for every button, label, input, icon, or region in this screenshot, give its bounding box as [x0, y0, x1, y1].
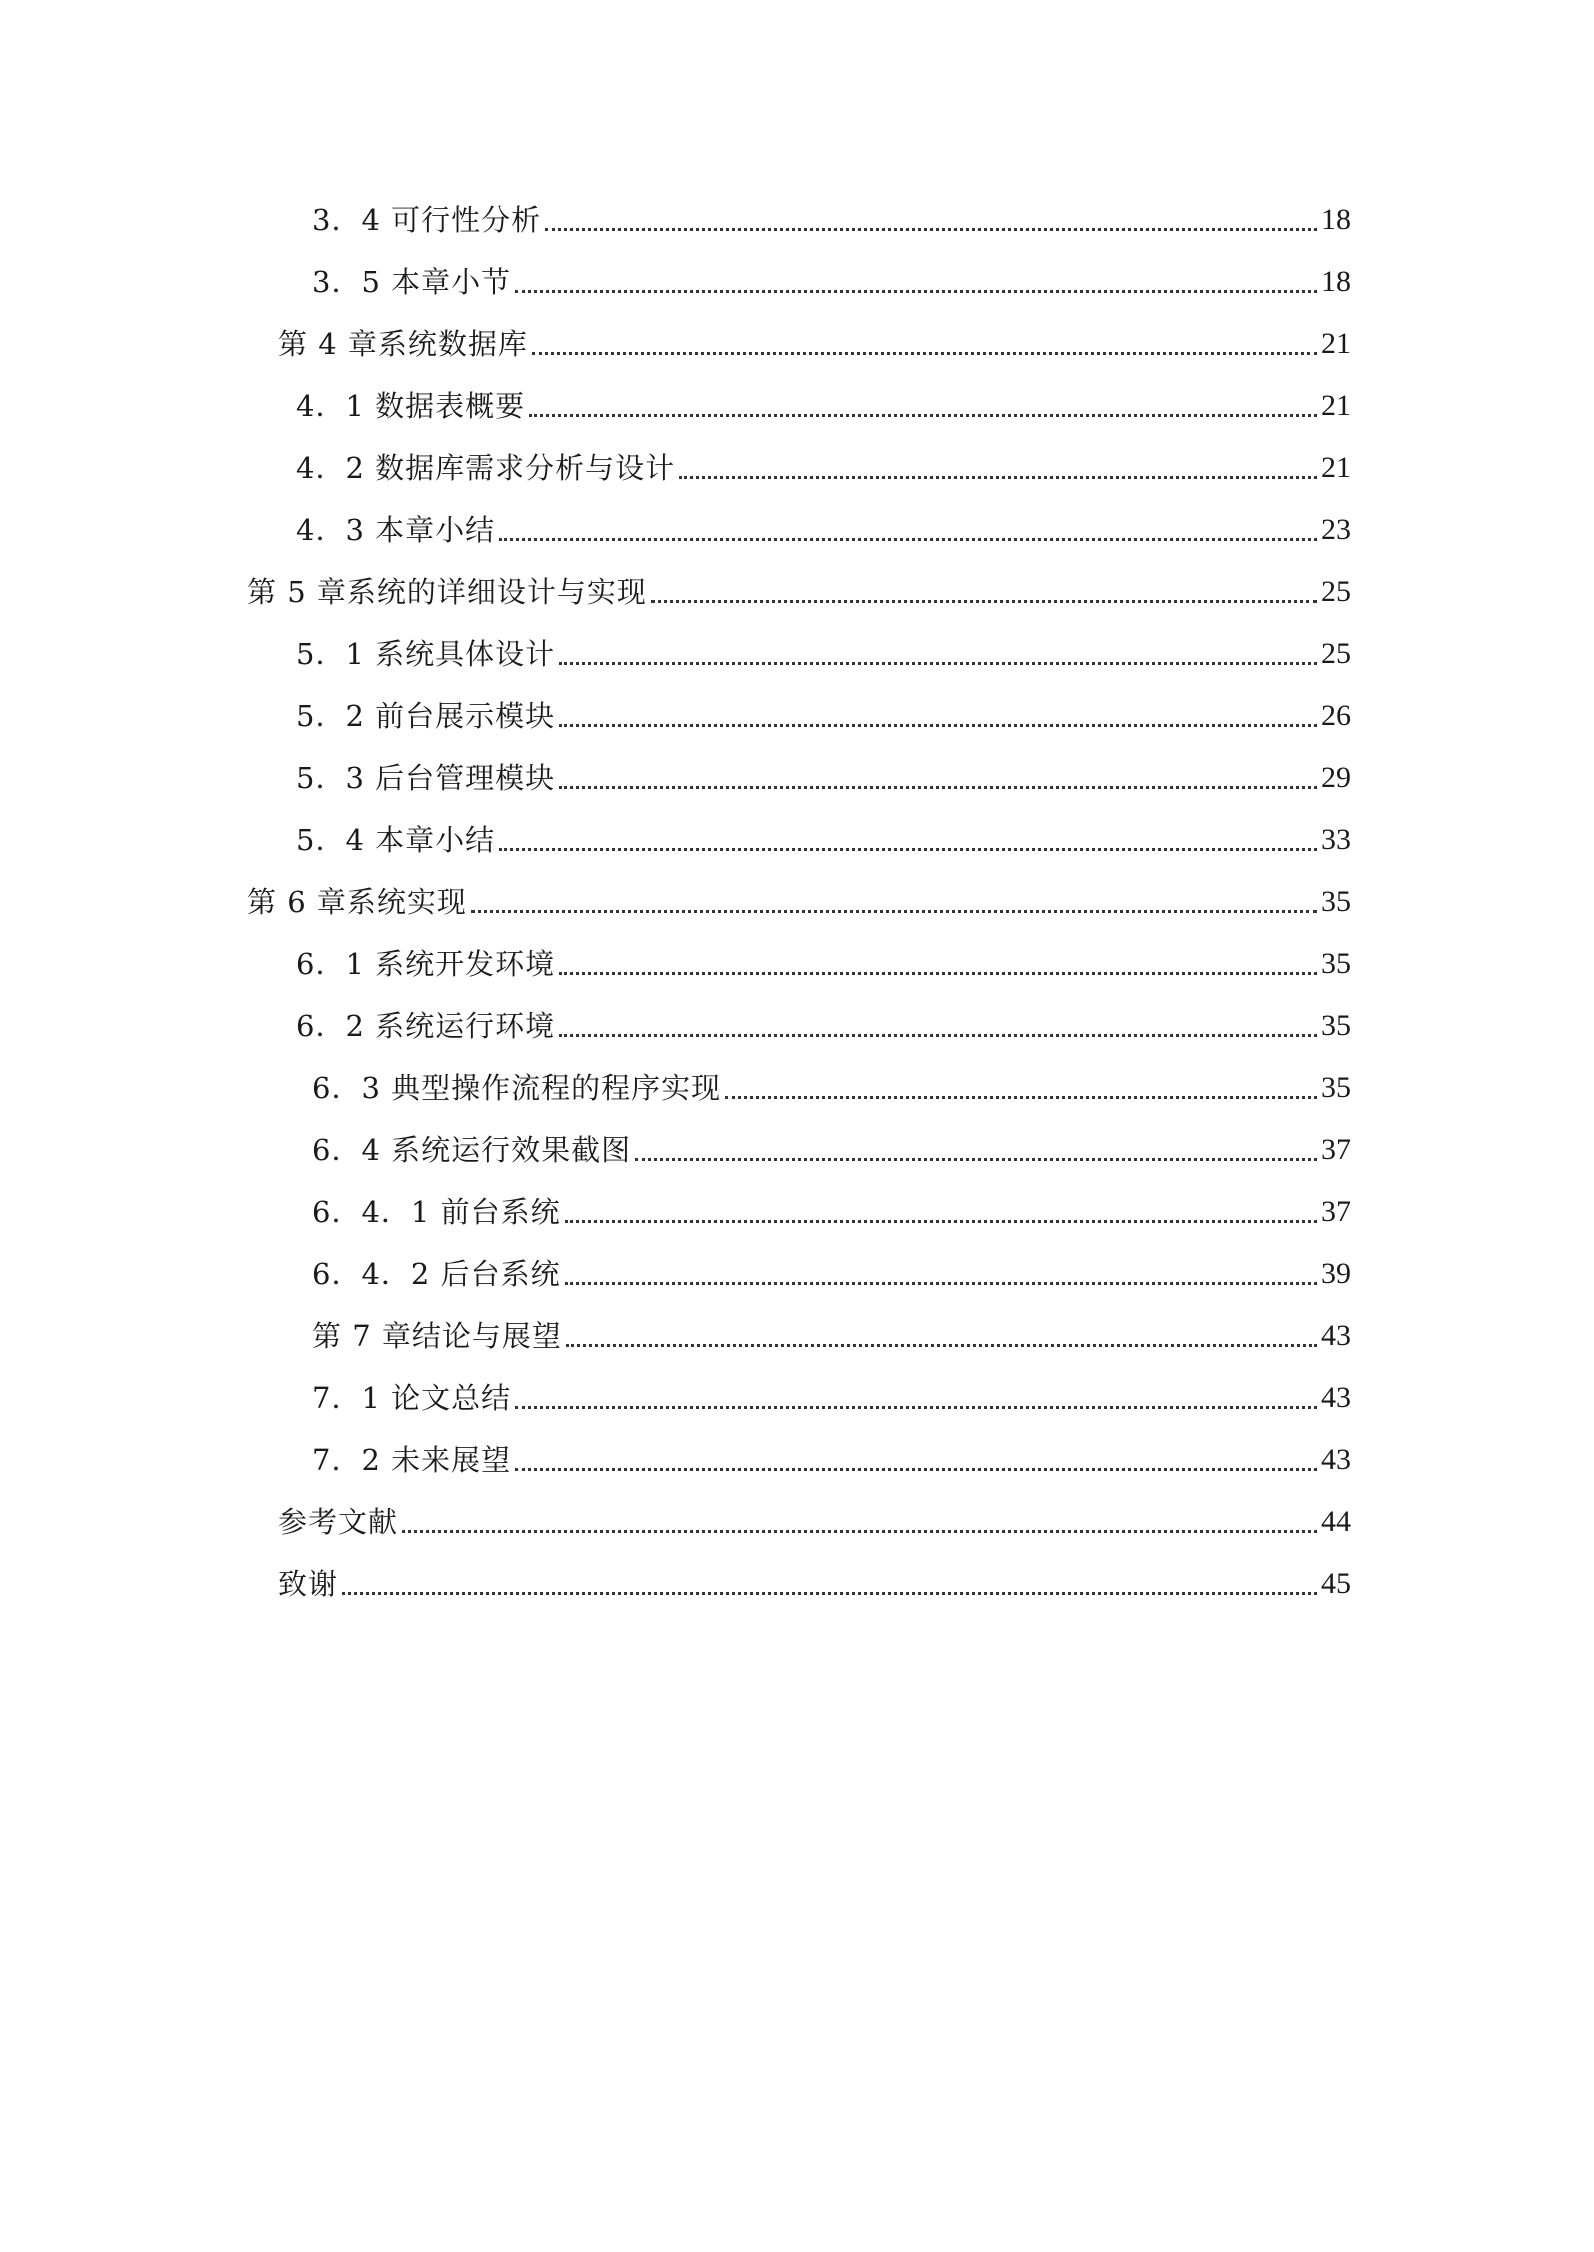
- toc-entry-page: 33: [1321, 823, 1351, 856]
- toc-entry: [296, 756, 1351, 800]
- toc-entry-page: 35: [1321, 885, 1351, 918]
- toc-dot-leader: [559, 972, 1317, 975]
- toc-entry-page: 35: [1321, 947, 1351, 980]
- toc-dot-leader: [565, 1282, 1317, 1285]
- toc-entry-page: 18: [1321, 203, 1351, 236]
- toc-dot-leader: [559, 1034, 1317, 1037]
- toc-entry-page: 21: [1321, 389, 1351, 422]
- toc-dot-leader: [565, 1220, 1317, 1223]
- toc-entry-page: 26: [1321, 699, 1351, 732]
- toc-entry: [312, 1128, 1351, 1172]
- toc-entry: [296, 384, 1351, 428]
- toc-dot-leader: [529, 414, 1317, 417]
- toc-entry: [278, 1562, 1351, 1606]
- toc-entry-title: 6．3 典型操作流程的程序实现: [312, 1071, 722, 1105]
- toc-dot-leader: [725, 1096, 1317, 1099]
- toc-entry-title: 6．1 系统开发环境: [296, 947, 556, 981]
- toc-entry: [296, 942, 1351, 986]
- toc-entry: [247, 570, 1351, 614]
- toc-dot-leader: [515, 1406, 1317, 1409]
- toc-entry-title: 7．2 未来展望: [312, 1443, 512, 1477]
- toc-entry: [312, 198, 1351, 242]
- toc-entry-page: 37: [1321, 1133, 1351, 1166]
- toc-entry-page: 43: [1321, 1319, 1351, 1352]
- toc-entry: [296, 632, 1351, 676]
- toc-entry-title: 6．4 系统运行效果截图: [312, 1133, 632, 1167]
- toc-entry-title: 致谢: [278, 1567, 339, 1601]
- toc-entry: [312, 260, 1351, 304]
- toc-dot-leader: [559, 662, 1317, 665]
- toc-entry-title: 第 4 章系统数据库: [278, 327, 528, 361]
- toc-entry-page: 21: [1321, 451, 1351, 484]
- toc-dot-leader: [679, 476, 1317, 479]
- toc-dot-leader: [342, 1592, 1317, 1595]
- toc-dot-leader: [559, 786, 1317, 789]
- toc-entry-page: 43: [1321, 1443, 1351, 1476]
- toc-entry: [278, 322, 1351, 366]
- toc-entry-title: 4．2 数据库需求分析与设计: [296, 451, 676, 485]
- toc-entry: [296, 818, 1351, 862]
- toc-entry: [312, 1066, 1351, 1110]
- toc-entry-page: 43: [1321, 1381, 1351, 1414]
- toc-dot-leader: [559, 724, 1317, 727]
- toc-dot-leader: [515, 290, 1317, 293]
- toc-entry-title: 4．3 本章小结: [296, 513, 496, 547]
- toc-entry: [247, 880, 1351, 924]
- toc-entry-page: 35: [1321, 1071, 1351, 1104]
- toc-entry: [296, 694, 1351, 738]
- toc-entry-title: 参考文献: [278, 1505, 399, 1539]
- toc-entry: [312, 1438, 1351, 1482]
- toc-entry-title: 5．3 后台管理模块: [296, 761, 556, 795]
- toc-entry-title: 5．4 本章小结: [296, 823, 496, 857]
- toc-entry: [312, 1190, 1351, 1234]
- toc-dot-leader: [566, 1344, 1317, 1347]
- toc-entry-title: 5．2 前台展示模块: [296, 699, 556, 733]
- toc-dot-leader: [499, 848, 1317, 851]
- toc-entry-page: 35: [1321, 1009, 1351, 1042]
- toc-entry: [296, 446, 1351, 490]
- toc-entry: [296, 508, 1351, 552]
- toc-entry: [312, 1376, 1351, 1420]
- toc-entry-page: 45: [1321, 1567, 1351, 1600]
- toc-dot-leader: [499, 538, 1317, 541]
- toc-entry: [312, 1314, 1351, 1358]
- toc-entry-title: 第 7 章结论与展望: [312, 1319, 562, 1353]
- toc-dot-leader: [402, 1530, 1317, 1533]
- toc-entry-page: 37: [1321, 1195, 1351, 1228]
- toc-entry-page: 18: [1321, 265, 1351, 298]
- toc-dot-leader: [651, 600, 1317, 603]
- toc-entry-title: 3．4 可行性分析: [312, 203, 542, 237]
- toc-entry-title: 6．2 系统运行环境: [296, 1009, 556, 1043]
- toc-entry-page: 25: [1321, 637, 1351, 670]
- toc-dot-leader: [635, 1158, 1317, 1161]
- toc-entry-page: 29: [1321, 761, 1351, 794]
- toc-entry: [296, 1004, 1351, 1048]
- toc-entry-page: 25: [1321, 575, 1351, 608]
- toc-entry-page: 23: [1321, 513, 1351, 546]
- toc-entry-page: 39: [1321, 1257, 1351, 1290]
- toc-entry: [278, 1500, 1351, 1544]
- toc-entry-title: 5．1 系统具体设计: [296, 637, 556, 671]
- toc-entry-title: 7．1 论文总结: [312, 1381, 512, 1415]
- toc-entry-title: 4．1 数据表概要: [296, 389, 526, 423]
- toc-dot-leader: [545, 228, 1317, 231]
- toc-entry: [312, 1252, 1351, 1296]
- toc-entry-page: 21: [1321, 327, 1351, 360]
- toc-entry-title: 6．4．1 前台系统: [312, 1195, 561, 1229]
- toc-entry-title: 第 6 章系统实现: [247, 885, 467, 919]
- toc-dot-leader: [471, 910, 1317, 913]
- toc-entry-title: 6．4．2 后台系统: [312, 1257, 561, 1291]
- toc-dot-leader: [515, 1468, 1317, 1471]
- toc-entry-title: 第 5 章系统的详细设计与实现: [247, 575, 647, 609]
- toc-entry-page: 44: [1321, 1505, 1351, 1538]
- toc-dot-leader: [532, 352, 1317, 355]
- toc-entry-title: 3．5 本章小节: [312, 265, 512, 299]
